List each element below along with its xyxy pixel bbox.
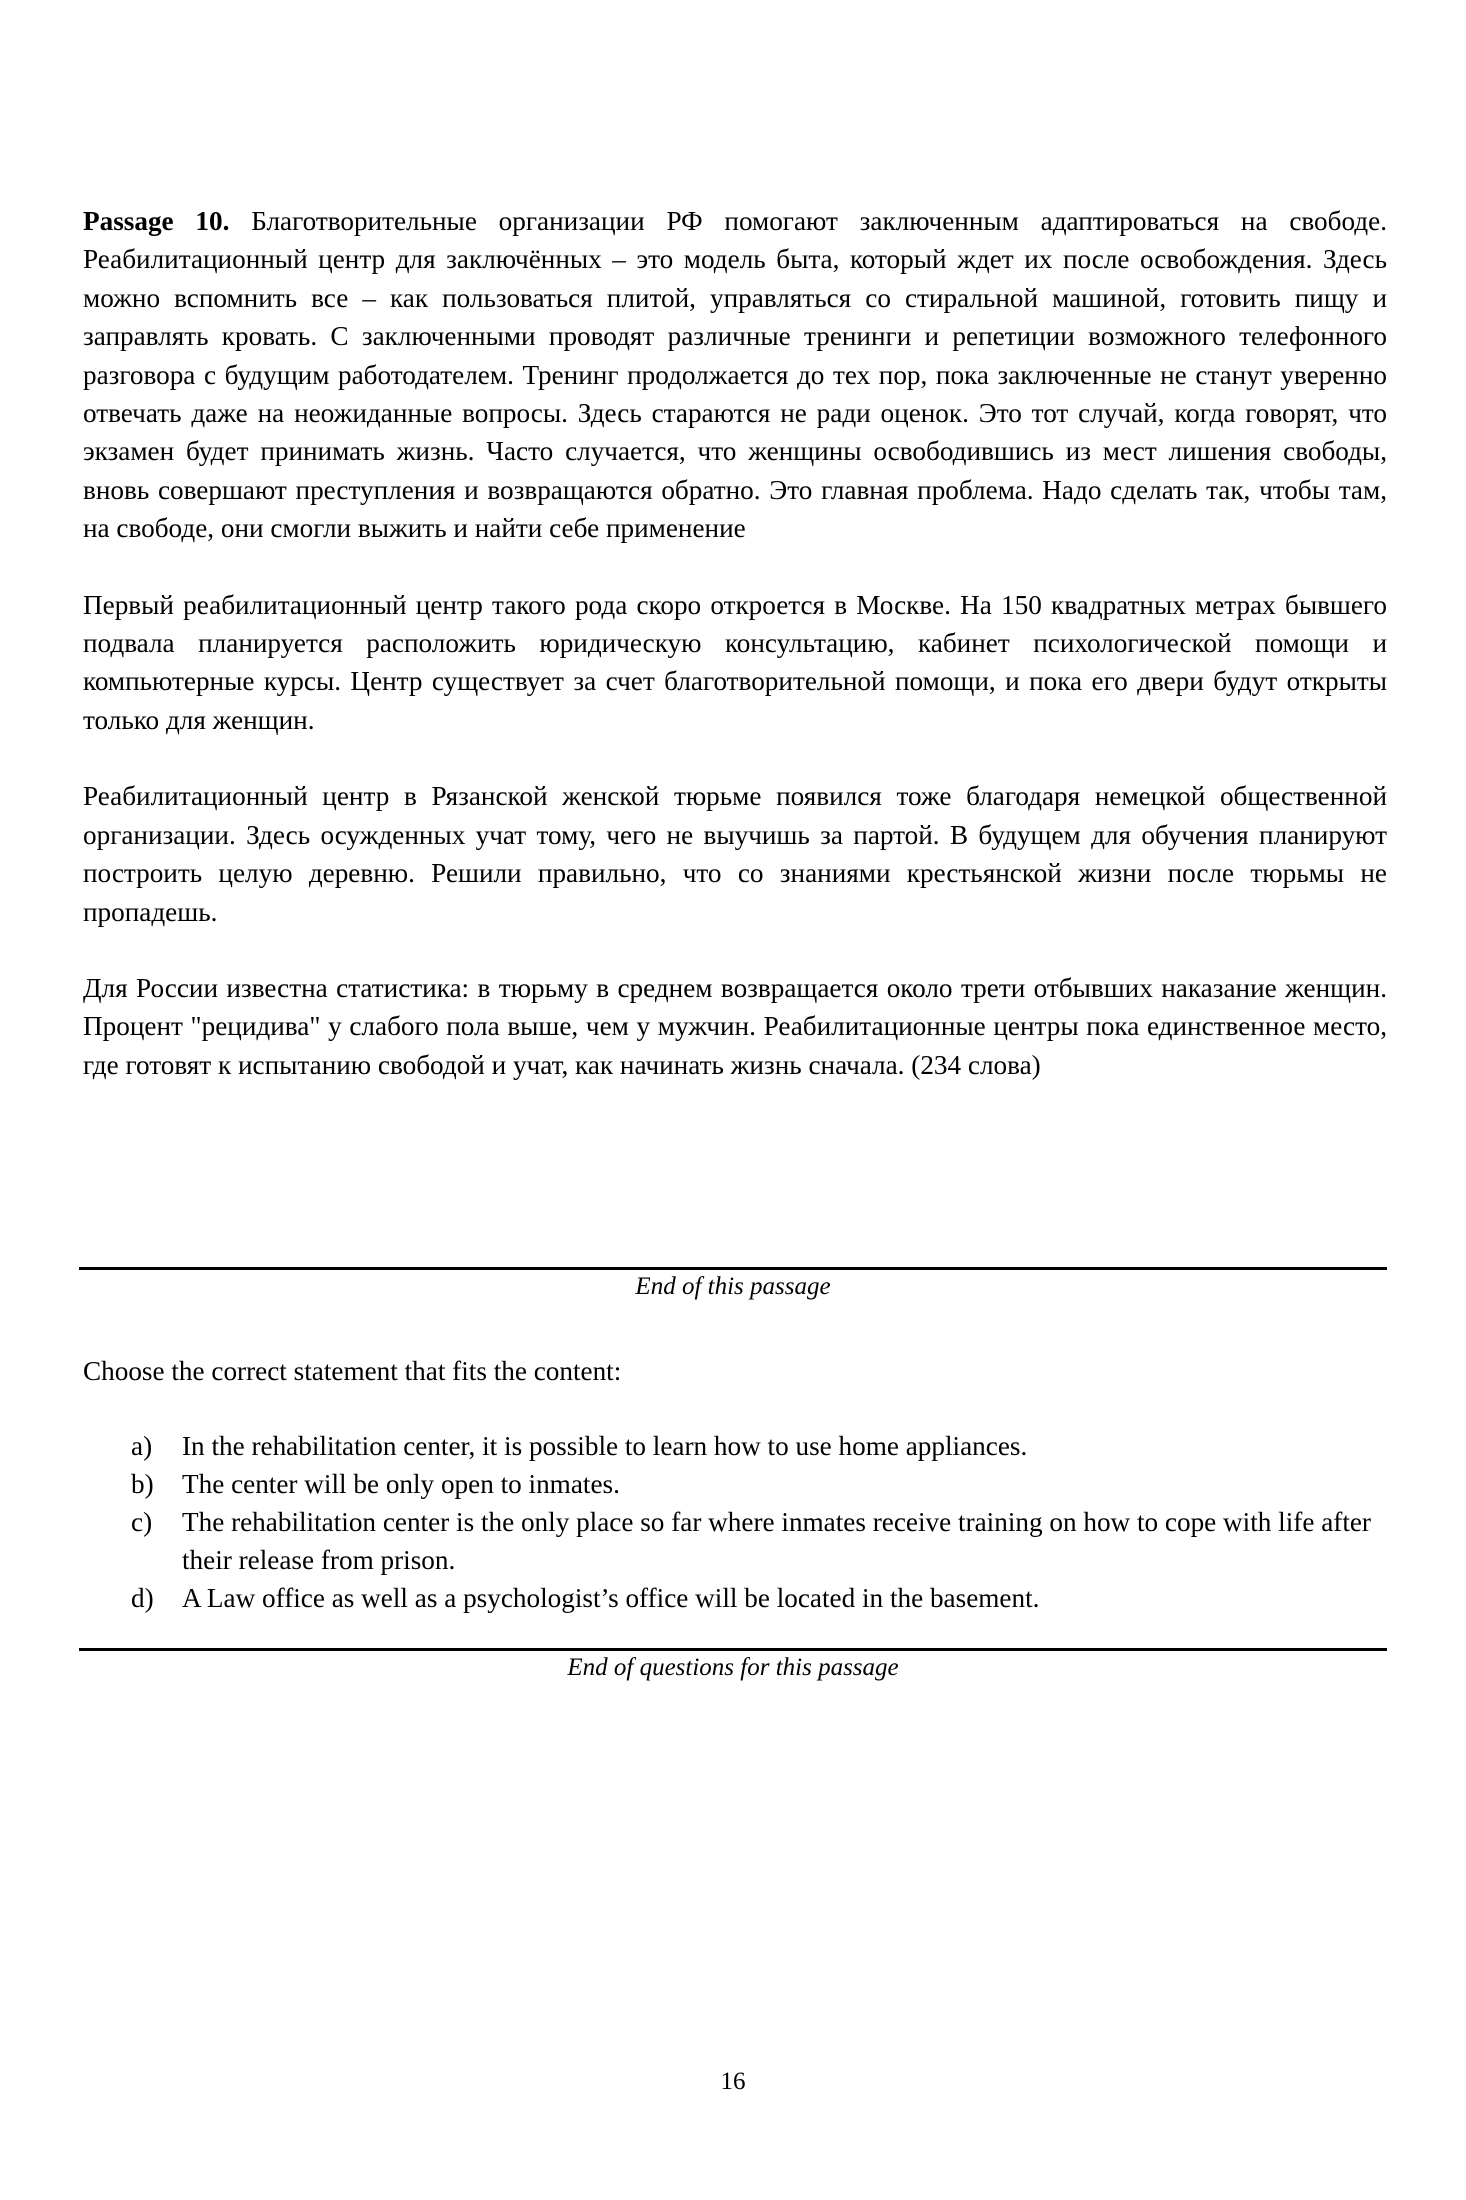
passage-end-label: End of this passage: [635, 1273, 831, 1300]
answer-option-d: [83, 1579, 1387, 1617]
passage-paragraph: Реабилитационный центр в Рязанской женской тюрьме появился тоже благодаря немецкой общественной организации. Здесь осужденных учат тому, чего не выучишь за партой. В будущем для обучения планируют построить целую деревню. Решили правильно, что со знаниями крестьянской жизни после тюрьмы не пропадешь.: [83, 781, 1387, 927]
option-text: The rehabilitation center is the only place so far where inmates receive training on how to cope with life after their release from prison.: [182, 1507, 1371, 1575]
answer-option-a: [83, 1427, 1387, 1465]
answer-options: [83, 1427, 1387, 1617]
page-number: 16: [720, 2068, 746, 2095]
passage-paragraph: Первый реабилитационный центр такого рода скоро откроется в Москве. На 150 квадратных метрах бывшего подвала планируется расположить юридическую консультацию, кабинет психологической помощи и компьютерные курсы. Центр существует за счет благотворительной помощи, и пока его двери будут открыты только для женщин.: [83, 589, 1387, 735]
question-prompt: Choose the correct statement that fits the content:: [83, 1356, 622, 1386]
option-text: The center will be only open to inmates.: [182, 1469, 620, 1499]
passage-paragraph: Для России известна статистика: в тюрьму в среднем возвращается около трети отбывших наказание женщин. Процент "рецидива" у слабого пола выше, чем у мужчин. Реабилитационные центры пока единственное место, где готовят к испытанию свободой и учат, как начинать жизнь сначала. (234 слова): [83, 972, 1387, 1080]
passage-end-rule: [79, 1267, 1387, 1270]
questions-end-label: End of questions for this passage: [567, 1654, 899, 1681]
passage-label: Passage 10.: [83, 206, 230, 236]
questions-end-rule: [79, 1648, 1387, 1651]
passage-paragraph: [83, 202, 1387, 548]
option-text: A Law office as well as a psychologist’s office will be located in the basement.: [182, 1583, 1040, 1613]
option-letter: d): [131, 1583, 154, 1613]
option-letter: a): [131, 1431, 153, 1461]
option-letter: c): [131, 1507, 153, 1537]
answer-option-c: [83, 1503, 1387, 1579]
option-text: In the rehabilitation center, it is possible to learn how to use home appliances.: [182, 1431, 1028, 1461]
answer-option-b: [83, 1465, 1387, 1503]
passage-first-paragraph: Благотворительные организации РФ помогают заключенным адаптироваться на свободе. Реабилитационный центр для заключённых – это модель быта, который ждет их после освобождения. Здесь можно вспомнить все – как пользоваться плитой, управляться со стиральной машиной, готовить пищу и заправлять кровать. С заключенными проводят различные тренинги и репетиции возможного телефонного разговора с будущим работодателем. Тренинг продолжается до тех пор, пока заключенные не станут уверенно отвечать даже на неожиданные вопросы. Здесь стараются не ради оценок. Это тот случай, когда говорят, что экзамен будет принимать жизнь. Часто случается, что женщины освободившись из мест лишения свободы, вновь совершают преступления и возвращаются обратно. Это главная проблема. Надо сделать так, чтобы там, на свободе, они смогли выжить и найти себе применение: [83, 206, 1387, 544]
option-letter: b): [131, 1469, 154, 1499]
passage-text: [83, 202, 1387, 1084]
